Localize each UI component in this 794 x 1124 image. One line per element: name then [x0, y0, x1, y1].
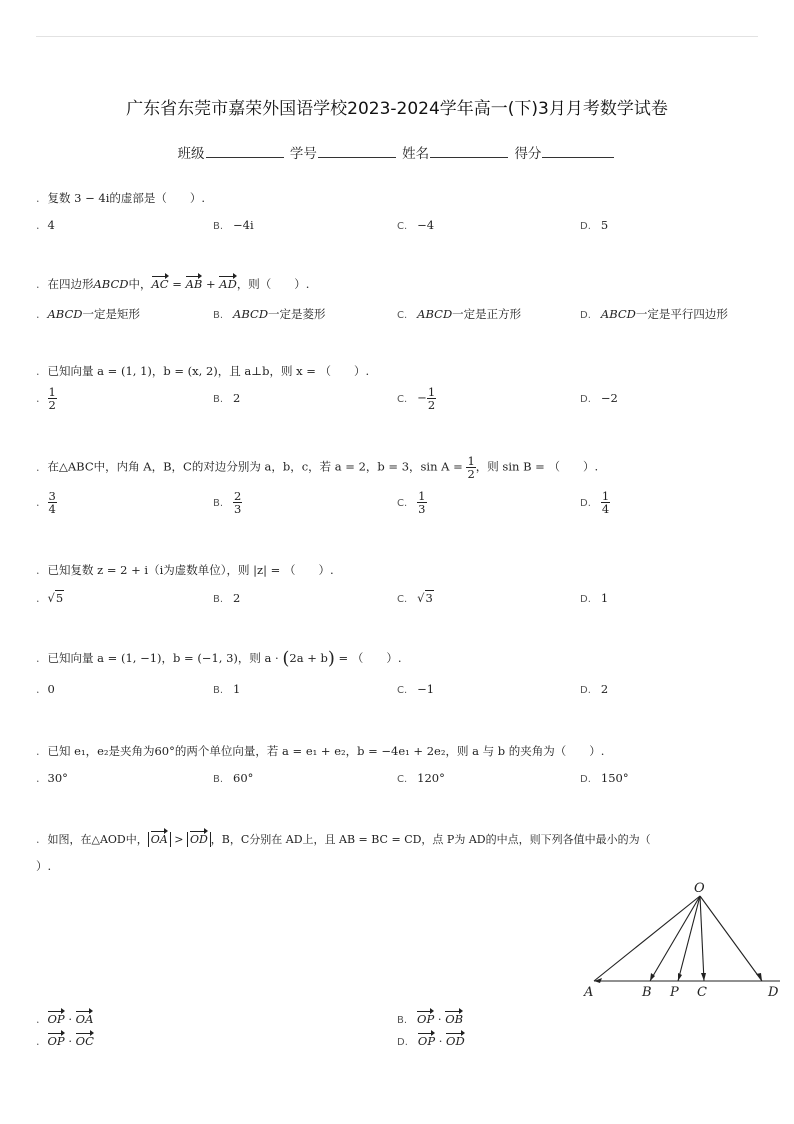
q7-option-a: . 30°	[36, 771, 68, 785]
q2-option-a: . ABCD一定是矩形	[36, 307, 140, 321]
top-divider	[36, 36, 758, 37]
q7-option-d: D. 150°	[580, 771, 629, 785]
question-8: . 如图，在△AOD中， OA > OD ，B，C分别在 AD上，且 AB = BC = CD，点 P为 AD的中点，则下列各值中最小的为（	[36, 833, 651, 846]
segment-OP	[678, 896, 700, 981]
q1-option-a: . 4	[36, 218, 55, 232]
q4-option-b: B. $\frac{2}{3}$	[213, 489, 242, 517]
q1-option-d: D. 5	[580, 218, 609, 232]
score-blank	[542, 145, 614, 158]
question-7: . 已知 e₁，e₂是夹角为60°的两个单位向量，若 a = e₁ + e₂，b = −4e₁ + 2e₂，则 a 与 b 的夹角为（ ）.	[36, 744, 605, 758]
q6-option-d: D. 2	[580, 682, 609, 696]
label-A: A	[584, 985, 594, 1000]
label-O: O	[694, 881, 705, 896]
student-info	[0, 142, 794, 162]
id-label: 学号	[289, 146, 317, 162]
q3-option-b: B. 2	[213, 391, 241, 405]
q4-option-c: C. $\frac{1}{3}$	[397, 489, 426, 517]
class-label: 班级	[177, 146, 205, 162]
q8-option-c: . OP · OC	[36, 1034, 94, 1048]
q8-option-d: D. OP · OD	[397, 1034, 465, 1048]
score-label: 得分	[514, 146, 542, 162]
q3-option-a: . $\frac{1}{2}$	[36, 385, 56, 413]
q8-option-b: B. OP · OB	[397, 1012, 464, 1026]
q1-option-b: B. −4i	[213, 218, 254, 232]
q7-option-c: C. 120°	[397, 771, 445, 785]
segment-OD	[700, 896, 762, 981]
label-P: P	[670, 985, 679, 1000]
label-D: D	[768, 985, 779, 1000]
q2-option-c: C. ABCD一定是正方形	[397, 307, 522, 321]
segment-OC	[700, 896, 704, 981]
name-label: 姓名	[402, 146, 430, 162]
q2-option-b: B. ABCD一定是菱形	[213, 307, 326, 321]
q5-option-a: . √5	[36, 591, 64, 605]
q6-option-b: B. 1	[213, 682, 241, 696]
segment-OA	[594, 896, 700, 981]
question-8-cont: ）.	[36, 859, 52, 873]
question-1: . 复数 3 − 4i的虚部是（ ）.	[36, 191, 206, 205]
q5-option-d: D. 1	[580, 591, 609, 605]
q1-option-c: C. −4	[397, 218, 435, 232]
q4-option-d: D. $\frac{1}{4}$	[580, 489, 610, 517]
question-6: . 已知向量 a = (1, −1)，b = (−1, 3)，则 a · (2a + b) = （ ）.	[36, 648, 402, 669]
q6-option-a: . 0	[36, 682, 55, 696]
q8-option-a: . OP · OA	[36, 1012, 94, 1026]
label-C: C	[697, 985, 707, 1000]
question-4: . 在△ABC中，内角 A，B，C的对边分别为 a，b，c，若 a = 2，b = 3，sin A = $\frac{1}{2}$ ，则 sin B = （ ）.	[36, 454, 599, 482]
question-3: . 已知向量 a = (1, 1)，b = (x, 2)，且 a⊥b，则 x = （ ）.	[36, 364, 370, 378]
label-B: B	[642, 985, 652, 1000]
id-blank	[318, 145, 396, 158]
q7-option-b: B. 60°	[213, 771, 254, 785]
q6-option-c: C. −1	[397, 682, 435, 696]
triangle-figure	[580, 878, 780, 1002]
q3-option-c: C. − $\frac{1}{2}$	[397, 385, 436, 413]
q4-option-a: . $\frac{3}{4}$	[36, 489, 56, 517]
q5-option-b: B. 2	[213, 591, 241, 605]
segment-OB	[650, 896, 700, 981]
question-2: . 在四边形ABCD中，AC = AB + AD，则（ ）.	[36, 277, 310, 291]
class-blank	[206, 145, 284, 158]
q3-option-d: D. −2	[580, 391, 618, 405]
question-5: . 已知复数 z = 2 + i（i为虚数单位），则 |z| = （ ）.	[36, 563, 334, 577]
page-title: 广东省东莞市嘉荣外国语学校2023-2024学年高一(下)3月月考数学试卷	[126, 99, 668, 119]
q5-option-c: C. √3	[397, 591, 433, 605]
name-blank	[430, 145, 508, 158]
q2-option-d: D. ABCD一定是平行四边形	[580, 307, 728, 321]
